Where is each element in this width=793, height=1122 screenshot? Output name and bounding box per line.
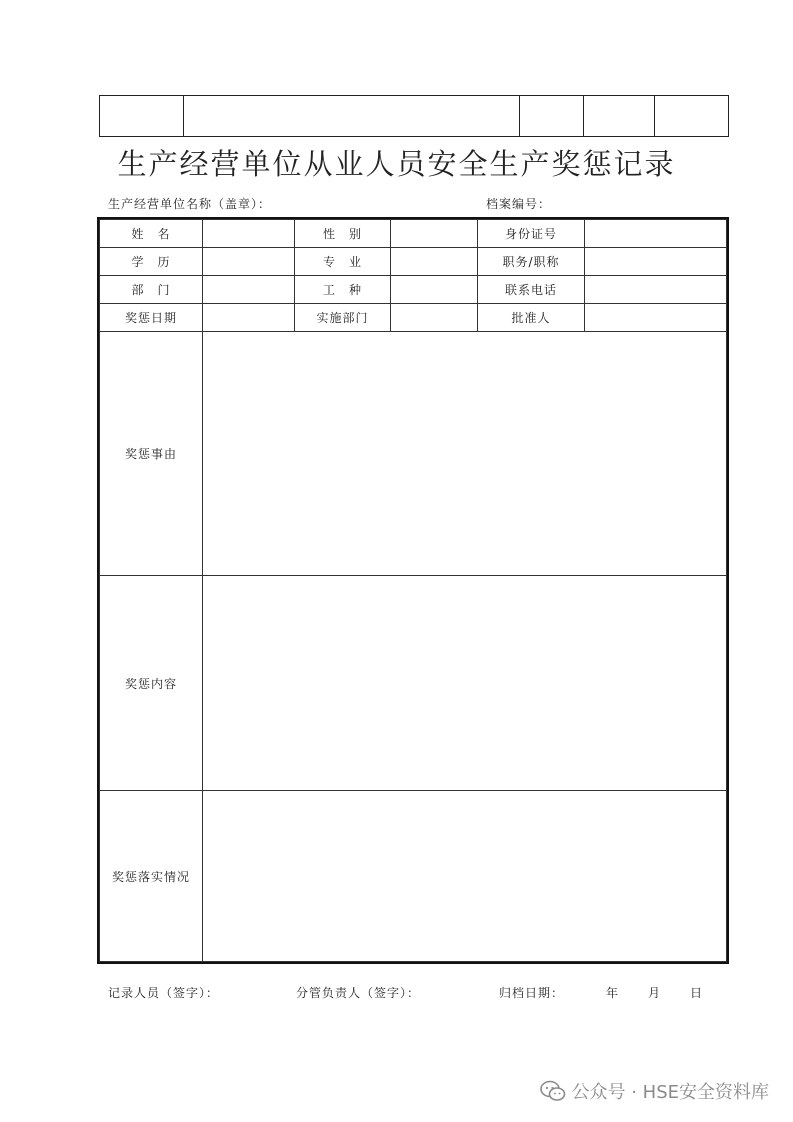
impl-dept-label: 实施部门 xyxy=(295,304,391,332)
approver-label: 批准人 xyxy=(478,304,585,332)
impl-dept-field[interactable] xyxy=(391,304,478,332)
education-label: 学 历 xyxy=(100,248,203,276)
phone-label: 联系电话 xyxy=(478,276,585,304)
manager-signature-label: 分管负责人（签字）： xyxy=(296,986,421,1000)
table-row xyxy=(100,276,727,304)
table-row xyxy=(100,576,727,791)
year-label: 年 xyxy=(606,986,620,1000)
position-field[interactable] xyxy=(585,248,727,276)
gender-label: 性 别 xyxy=(295,220,391,248)
education-field[interactable] xyxy=(203,248,295,276)
header-cell xyxy=(100,96,184,136)
header-cell xyxy=(184,96,520,136)
page-title: 生产经营单位从业人员安全生产奖惩记录 xyxy=(117,147,676,181)
department-field[interactable] xyxy=(203,276,295,304)
header-cell xyxy=(520,96,584,136)
trade-label: 工 种 xyxy=(295,276,391,304)
record-form xyxy=(97,217,729,964)
position-label: 职务/职称 xyxy=(478,248,585,276)
table-row xyxy=(100,248,727,276)
id-number-label: 身份证号 xyxy=(478,220,585,248)
major-label: 专 业 xyxy=(295,248,391,276)
archive-date-label: 归档日期： xyxy=(499,986,565,1000)
phone-field[interactable] xyxy=(585,276,727,304)
approver-field[interactable] xyxy=(585,304,727,332)
watermark-text: 公众号 · HSE安全资料库 xyxy=(571,1082,769,1103)
department-label: 部 门 xyxy=(100,276,203,304)
reason-label: 奖惩事由 xyxy=(100,332,203,576)
date-field[interactable] xyxy=(203,304,295,332)
content-label: 奖惩内容 xyxy=(100,576,203,791)
major-field[interactable] xyxy=(391,248,478,276)
table-row xyxy=(100,220,727,248)
gender-field[interactable] xyxy=(391,220,478,248)
record-table xyxy=(99,219,727,962)
wechat-icon xyxy=(540,1080,566,1102)
table-row xyxy=(100,791,727,962)
implementation-label: 奖惩落实情况 xyxy=(100,791,203,962)
content-field[interactable] xyxy=(203,576,727,791)
header-box xyxy=(99,95,729,137)
table-row xyxy=(100,332,727,576)
header-cell xyxy=(584,96,655,136)
id-number-field[interactable] xyxy=(585,220,727,248)
name-field[interactable] xyxy=(203,220,295,248)
watermark xyxy=(540,1078,770,1104)
header-cell xyxy=(655,96,728,136)
month-label: 月 xyxy=(648,986,662,1000)
implementation-field[interactable] xyxy=(203,791,727,962)
date-label: 奖惩日期 xyxy=(100,304,203,332)
unit-name-label: 生产经营单位名称（盖章）： xyxy=(108,197,272,211)
table-row xyxy=(100,304,727,332)
reason-field[interactable] xyxy=(203,332,727,576)
name-label: 姓 名 xyxy=(100,220,203,248)
file-number-label: 档案编号： xyxy=(486,197,552,211)
trade-field[interactable] xyxy=(391,276,478,304)
recorder-signature-label: 记录人员（签字）： xyxy=(108,986,220,1000)
day-label: 日 xyxy=(690,986,704,1000)
